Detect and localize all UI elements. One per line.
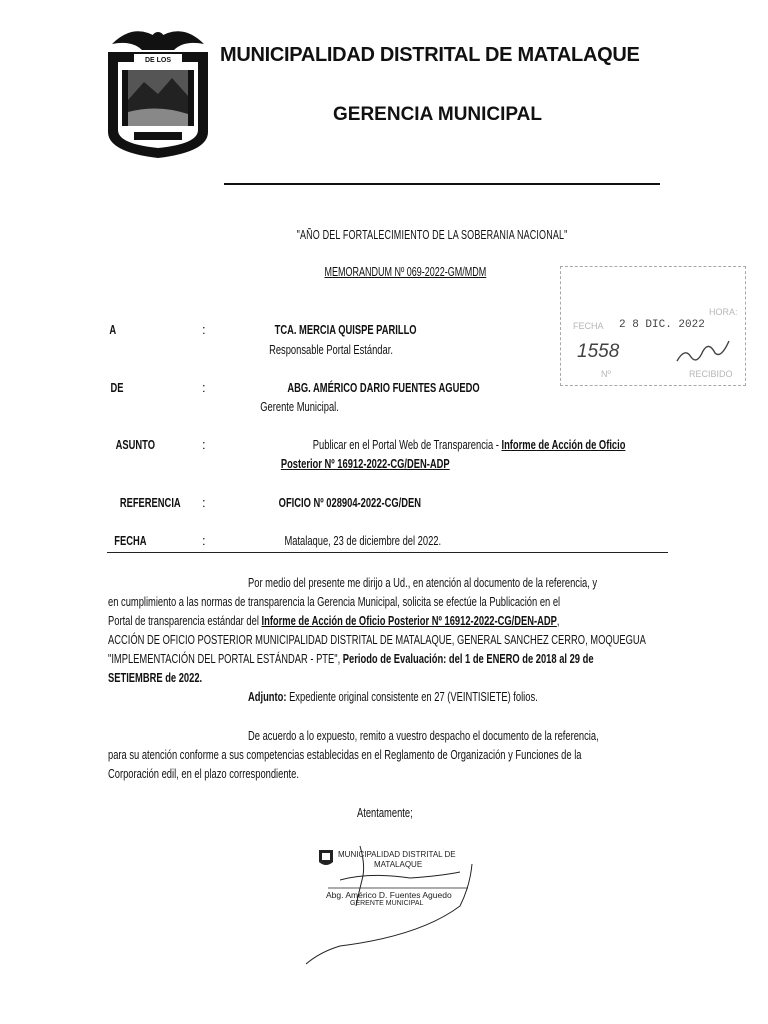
field-ref-label: REFERENCIA — [119, 495, 181, 510]
field-de-name: ABG. AMÉRICO DARIO FUENTES AGUEDO — [287, 380, 480, 395]
field-de-role: Gerente Municipal. — [260, 399, 339, 414]
field-asunto-text — [313, 437, 626, 452]
asunto-bold-1: Informe de Acción de Oficio — [501, 437, 626, 452]
header-divider — [224, 183, 660, 185]
body-p1-line6: SETIEMBRE de 2022. — [108, 670, 203, 685]
municipal-crest-logo — [104, 20, 212, 162]
field-ref-value: OFICIO Nº 028904-2022-CG/DEN — [278, 495, 421, 510]
attachment-label: Adjunto: — [248, 689, 287, 704]
field-a-label: A — [109, 322, 117, 337]
closing-salutation: Atentamente; — [357, 805, 413, 820]
header-subtitle: GERENCIA MUNICIPAL — [333, 104, 542, 125]
reception-stamp — [560, 266, 746, 386]
field-asunto-colon: : — [202, 437, 206, 452]
memo-number: MEMORANDUM Nº 069-2022-GM/MDM — [324, 265, 487, 279]
body-p1-line5 — [108, 649, 670, 668]
header-title: MUNICIPALIDAD DISTRITAL DE MATALAQUE — [220, 44, 640, 66]
signer-name: Abg. Américo D. Fuentes Aguedo — [326, 890, 452, 900]
stamp-initials-signature — [673, 337, 733, 367]
body-p1-line2: en cumplimiento a las normas de transparencia la Gerencia Municipal, solicita se efectúe la Publicación en el — [108, 594, 561, 609]
fields-divider — [107, 552, 668, 553]
body-p1-line4: ACCIÓN DE OFICIO POSTERIOR MUNICIPALIDAD DISTRITAL DE MATALAQUE, GENERAL SANCHEZ CERRO, MOQUEGUA — [108, 632, 646, 647]
field-a-role: Responsable Portal Estándar. — [269, 342, 393, 357]
field-a-colon: : — [202, 322, 206, 337]
signature-block — [300, 836, 500, 976]
field-a-name: TCA. MERCIA QUISPE PARILLO — [274, 322, 417, 337]
seal-line-1: MUNICIPALIDAD DISTRITAL DE — [338, 850, 456, 859]
field-de-colon: : — [202, 380, 206, 395]
body-p2-line3: Corporación edil, en el plazo correspondiente. — [108, 766, 299, 781]
field-asunto-label: ASUNTO — [115, 437, 156, 452]
stamp-recibido-label: RECIBIDO — [689, 369, 733, 379]
field-fecha-colon: : — [202, 533, 206, 548]
body-p1-line1: Por medio del presente me dirijo a Ud., en atención al documento de la referencia, y — [248, 575, 598, 590]
year-motto: "AÑO DEL FORTALECIMIENTO DE LA SOBERANIA NACIONAL" — [296, 228, 568, 242]
body-p1-line3 — [108, 611, 670, 630]
field-fecha-value: Matalaque, 23 de diciembre del 2022. — [284, 533, 442, 548]
asunto-bold-2: Posterior Nº 16912-2022-CG/DEN-ADP — [280, 456, 450, 471]
body-p1-line3-bold: Informe de Acción de Oficio Posterior Nº 16912-2022-CG/DEN-ADP — [261, 613, 557, 628]
body-p2-line2: para su atención conforme a sus competencias establecidas en el Reglamento de Organización y Funciones de la — [108, 747, 582, 762]
asunto-plain: Publicar en el Portal Web de Transparencia - — [312, 437, 502, 452]
stamp-registry-number: 1558 — [577, 341, 620, 362]
stamp-hora-label: HORA: — [709, 307, 738, 317]
stamp-fecha-label: FECHA — [573, 321, 604, 331]
signer-title: GERENTE MUNICIPAL — [350, 900, 424, 907]
stamp-n-label: Nº — [601, 369, 611, 379]
seal-line-2: MATALAQUE — [374, 860, 423, 869]
body-p1-line5-a: "IMPLEMENTACIÓN DEL PORTAL ESTÁNDAR - PTE", — [108, 651, 343, 666]
body-attachment — [248, 687, 768, 706]
body-p2-line1: De acuerdo a lo expuesto, remito a vuestro despacho el documento de la referencia, — [248, 728, 599, 743]
field-fecha-label: FECHA — [114, 533, 147, 548]
body-p1-line5-bold: Periodo de Evaluación: del 1 de ENERO de 2018 al 29 de — [342, 651, 594, 666]
body-p1-line3-c: , — [556, 613, 560, 628]
field-de-label: DE — [110, 380, 124, 395]
attachment-text: Expediente original consistente en 27 (VEINTISIETE) folios. — [286, 689, 538, 704]
field-ref-colon: : — [202, 495, 206, 510]
stamp-date: 2 8 DIC. 2022 — [619, 319, 705, 331]
body-p1-line3-a: Portal de transparencia estándar del — [108, 613, 262, 628]
crest-text: DE LOS — [144, 57, 172, 64]
